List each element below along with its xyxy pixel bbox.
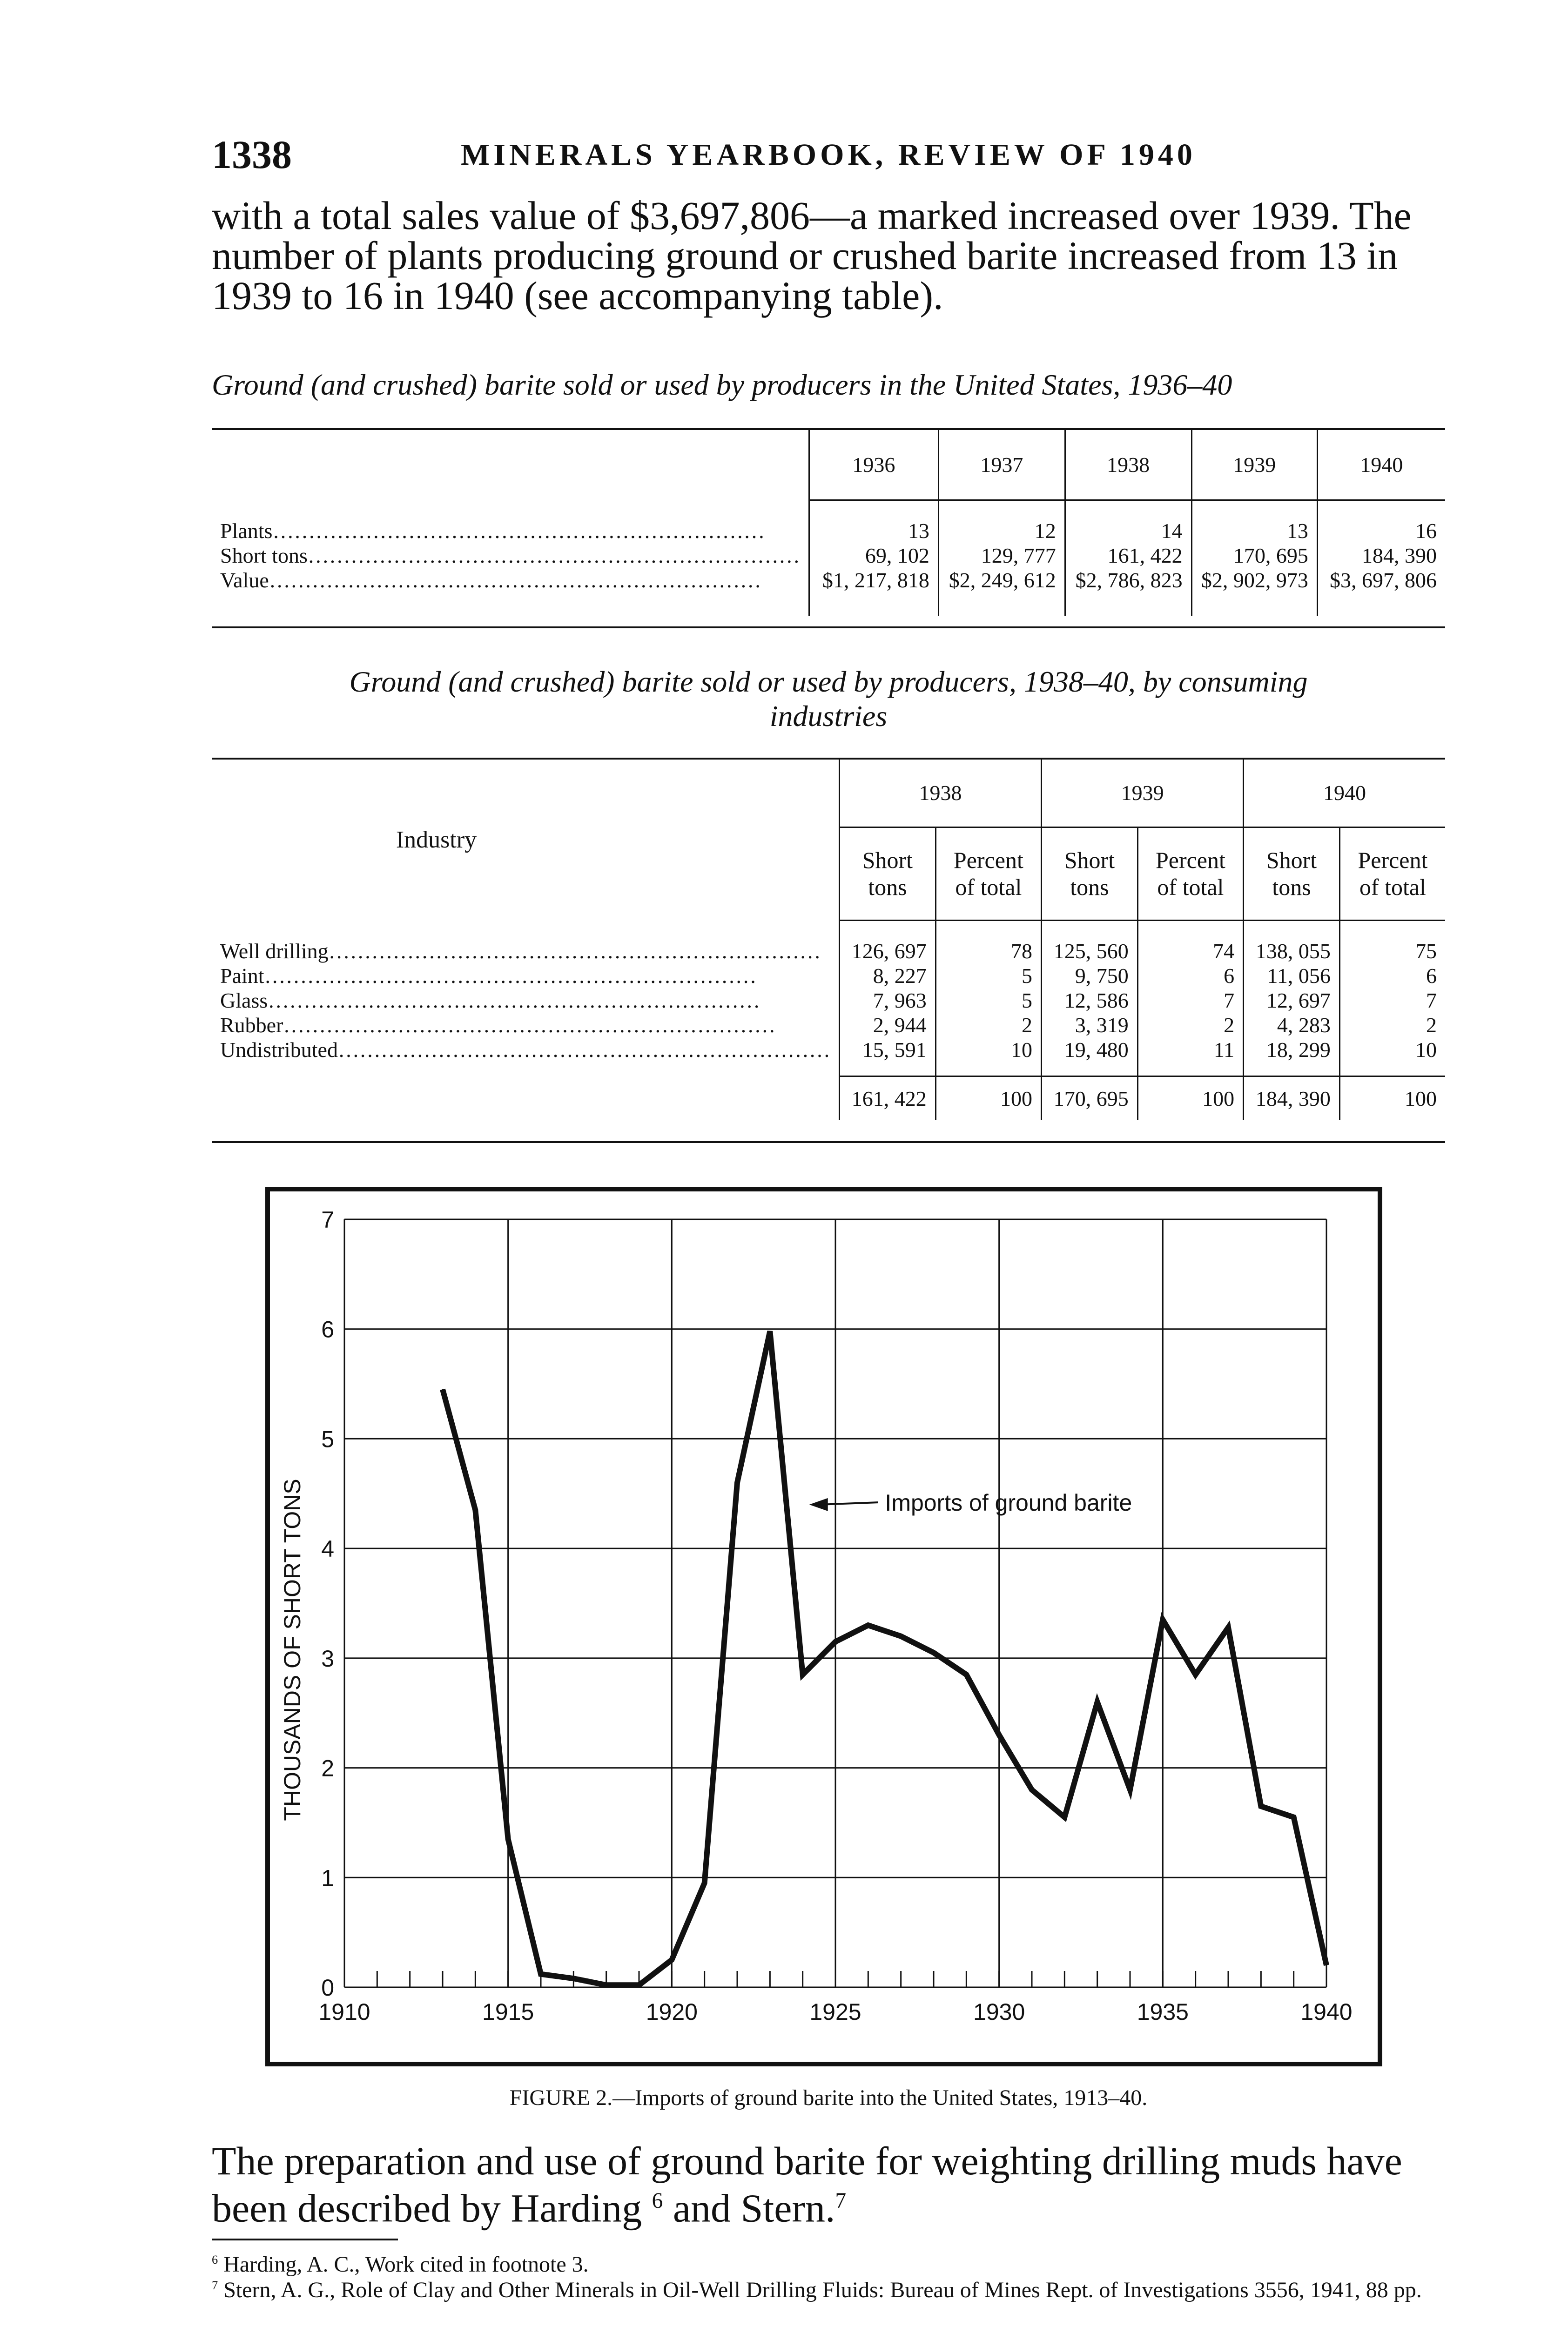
x-tick-label: 1940 xyxy=(1300,1999,1353,2025)
table2-cell: 138, 055 xyxy=(1244,939,1340,963)
running-title: MINERALS YEARBOOK, REVIEW OF 1940 xyxy=(461,138,1196,172)
data-point xyxy=(475,1510,476,1511)
table2-caption: Ground (and crushed) barite sold or used by producers, 1938–40, by consuming industries xyxy=(349,665,1308,733)
data-point xyxy=(1162,1619,1163,1620)
data-point xyxy=(508,1839,509,1840)
table1-cell: 13 xyxy=(809,518,938,543)
data-point xyxy=(606,1984,607,1985)
table2-cell: 75 xyxy=(1339,939,1445,963)
table2-cell: 7, 963 xyxy=(839,988,935,1013)
table1-row-label: Plants…………………………………………………………… xyxy=(220,519,765,543)
table2-cell: 74 xyxy=(1137,939,1243,963)
x-tick-label: 1930 xyxy=(973,1999,1025,2025)
data-point xyxy=(1260,1806,1261,1807)
data-point xyxy=(442,1389,443,1390)
table2 xyxy=(212,760,1445,1120)
table2-year-1938: 1938 xyxy=(839,760,1041,827)
table2-cell: 2 xyxy=(1137,1013,1243,1037)
table2-cell: 10 xyxy=(1339,1037,1445,1062)
table2-cell: 12, 586 xyxy=(1042,988,1138,1013)
table2-cell: 9, 750 xyxy=(1042,963,1138,988)
table1-cell: $2, 786, 823 xyxy=(1065,568,1191,592)
table2-cell: 78 xyxy=(935,939,1041,963)
table2-bottom-rule xyxy=(212,1141,1445,1143)
table1-cell: 12 xyxy=(938,518,1065,543)
table-row xyxy=(212,518,1445,543)
x-tick-label: 1915 xyxy=(482,1999,534,2025)
table2-cell: 2 xyxy=(1339,1013,1445,1037)
table2-cell: 4, 283 xyxy=(1244,1013,1340,1037)
chart-annotation xyxy=(809,1490,1132,1516)
table2-row-label: Glass…………………………………………………………… xyxy=(220,989,760,1012)
table-row xyxy=(212,1013,1445,1037)
data-point xyxy=(1326,1965,1327,1966)
data-point xyxy=(540,1974,541,1975)
data-point xyxy=(1195,1674,1196,1675)
data-point xyxy=(1228,1627,1229,1628)
closing-paragraph: The preparation and use of ground barite for weighting drilling muds have been described by Harding $^6$ and Stern.$^7$ xyxy=(212,2139,1402,2231)
table1-cell: 69, 102 xyxy=(809,543,938,568)
table1-bottom-rule xyxy=(212,626,1445,628)
data-point xyxy=(737,1482,738,1483)
table2-cell: 19, 480 xyxy=(1042,1037,1138,1062)
table1-cell: 14 xyxy=(1065,518,1191,543)
table2-cell: 12, 697 xyxy=(1244,988,1340,1013)
table1-header-row xyxy=(212,430,1445,500)
table2-subheader-percent: Percent of total xyxy=(1339,827,1445,920)
table1-col-1938: 1938 xyxy=(1065,430,1191,500)
chart-frame xyxy=(268,1189,1380,2064)
table1-caption: Ground (and crushed) barite sold or used by producers in the United States, 1936–40 xyxy=(212,368,1232,401)
data-point xyxy=(1064,1817,1065,1818)
table1-cell: 129, 777 xyxy=(938,543,1065,568)
data-point xyxy=(802,1674,803,1675)
table-row xyxy=(212,963,1445,988)
table2-cell: 5 xyxy=(935,988,1041,1013)
table2-cell: 2 xyxy=(935,1013,1041,1037)
table2-cell: 11, 056 xyxy=(1244,963,1340,988)
x-tick-label: 1935 xyxy=(1137,1999,1189,2025)
y-tick-label: 5 xyxy=(321,1426,334,1453)
table1-cell: 16 xyxy=(1317,518,1445,543)
y-tick-label: 0 xyxy=(321,1975,334,2001)
table2-row-label: Undistributed…………………………………………………………… xyxy=(220,1038,830,1062)
table2-row-label: Rubber…………………………………………………………… xyxy=(220,1013,776,1037)
data-point xyxy=(1130,1789,1131,1790)
table1-stub-header xyxy=(212,430,809,500)
table2-total-cell: 100 xyxy=(1339,1076,1445,1120)
table-row xyxy=(212,543,1445,568)
table2-total-cell: 170, 695 xyxy=(1042,1076,1138,1120)
table1-col-1940: 1940 xyxy=(1317,430,1445,500)
data-point xyxy=(573,1978,574,1979)
data-point xyxy=(1031,1789,1032,1790)
data-point xyxy=(933,1652,934,1653)
y-tick-label: 2 xyxy=(321,1755,334,1782)
annotation-label: Imports of ground barite xyxy=(885,1490,1132,1516)
table2-total-cell: 184, 390 xyxy=(1244,1076,1340,1120)
table2-subheader-short-tons: Short tons xyxy=(1042,827,1138,920)
table1-cell: 170, 695 xyxy=(1191,543,1317,568)
footnote-rule xyxy=(212,2239,398,2240)
table2-row-label: Well drilling…………………………………………………………… xyxy=(220,939,821,963)
data-point xyxy=(769,1331,770,1332)
table2-cell: 7 xyxy=(1339,988,1445,1013)
annotation-arrow xyxy=(821,1502,878,1505)
x-tick-label: 1910 xyxy=(318,1999,370,2025)
table2-year-1939: 1939 xyxy=(1042,760,1244,827)
table2-cell: 3, 319 xyxy=(1042,1013,1138,1037)
table2-cell: 125, 560 xyxy=(1042,939,1138,963)
data-point xyxy=(966,1674,967,1675)
table2-cell: 15, 591 xyxy=(839,1037,935,1062)
table-row xyxy=(212,568,1445,592)
table1-cell: 13 xyxy=(1191,518,1317,543)
table2-cell: 5 xyxy=(935,963,1041,988)
table2-subheader-short-tons: Short tons xyxy=(1244,827,1340,920)
table-row xyxy=(212,939,1445,963)
intro-paragraph: with a total sales value of $3,697,806—a marked increased over 1939. The number of plants producing ground or crushed barite increased from 13 in 1939 to 16 in 1940 (see accompanying table). xyxy=(212,193,1412,318)
table2-cell: 11 xyxy=(1137,1037,1243,1062)
imports-line-chart xyxy=(265,1187,1382,2071)
table2-totals-row xyxy=(212,1076,1445,1120)
table1-col-1937: 1937 xyxy=(938,430,1065,500)
data-point xyxy=(901,1636,902,1637)
table2-year-1940: 1940 xyxy=(1244,760,1445,827)
table2-cell: 6 xyxy=(1137,963,1243,988)
table2-cell: 126, 697 xyxy=(839,939,935,963)
footnote: $^7$ Stern, A. G., Role of Clay and Other Minerals in Oil-Well Drilling Fluids: Bureau of Mines Rept. of Investigations 3556, 1941, 88 pp. xyxy=(212,2278,1422,2302)
table1-row-label: Value…………………………………………………………… xyxy=(220,568,761,592)
table2-row-label: Paint…………………………………………………………… xyxy=(220,964,757,988)
table1-cell: $1, 217, 818 xyxy=(809,568,938,592)
table1-row-label: Short tons…………………………………………………………… xyxy=(220,544,800,567)
annotation-arrowhead xyxy=(809,1498,828,1511)
data-point xyxy=(671,1959,672,1960)
y-axis-label: THOUSANDS OF SHORT TONS xyxy=(279,1479,305,1821)
chart-grid xyxy=(344,1219,1326,1987)
table-row xyxy=(212,988,1445,1013)
table2-cell: 8, 227 xyxy=(839,963,935,988)
table1-cell: 184, 390 xyxy=(1317,543,1445,568)
page-number: 1338 xyxy=(212,132,292,177)
y-tick-label: 3 xyxy=(321,1645,334,1672)
table2-cell: 10 xyxy=(935,1037,1041,1062)
table2-cell: 2, 944 xyxy=(839,1013,935,1037)
table2-total-cell: 161, 422 xyxy=(839,1076,935,1120)
table2-total-cell: 100 xyxy=(935,1076,1041,1120)
table1-col-1936: 1936 xyxy=(809,430,938,500)
table2-cell: 18, 299 xyxy=(1244,1037,1340,1062)
table2-cell: 7 xyxy=(1137,988,1243,1013)
table1-col-1939: 1939 xyxy=(1191,430,1317,500)
y-tick-label: 4 xyxy=(321,1536,334,1562)
y-tick-label: 7 xyxy=(321,1207,334,1233)
table2-cell: 6 xyxy=(1339,963,1445,988)
data-point xyxy=(1293,1817,1294,1818)
table1-cell: $2, 902, 973 xyxy=(1191,568,1317,592)
figure-caption: FIGURE 2.—Imports of ground barite into the United States, 1913–40. xyxy=(509,2085,1148,2110)
table1-cell: 161, 422 xyxy=(1065,543,1191,568)
table2-subheader-short-tons: Short tons xyxy=(839,827,935,920)
table-row xyxy=(212,1037,1445,1062)
footnote: $^6$ Harding, A. C., Work cited in footnote 3. xyxy=(212,2252,589,2277)
table2-subheader-percent: Percent of total xyxy=(1137,827,1243,920)
footnote-ref: 6 xyxy=(652,2189,663,2213)
footnote-ref: 7 xyxy=(835,2189,847,2213)
table2-total-cell: 100 xyxy=(1137,1076,1243,1120)
x-tick-label: 1925 xyxy=(809,1999,861,2025)
table1-cell: $2, 249, 612 xyxy=(938,568,1065,592)
y-tick-label: 1 xyxy=(321,1865,334,1891)
data-point xyxy=(835,1641,836,1642)
table1 xyxy=(212,430,1445,616)
table1-cell: $3, 697, 806 xyxy=(1317,568,1445,592)
table2-industry-header: Industry xyxy=(396,827,477,853)
y-tick-label: 6 xyxy=(321,1316,334,1343)
table2-subheader-percent: Percent of total xyxy=(935,827,1041,920)
x-tick-label: 1920 xyxy=(646,1999,698,2025)
